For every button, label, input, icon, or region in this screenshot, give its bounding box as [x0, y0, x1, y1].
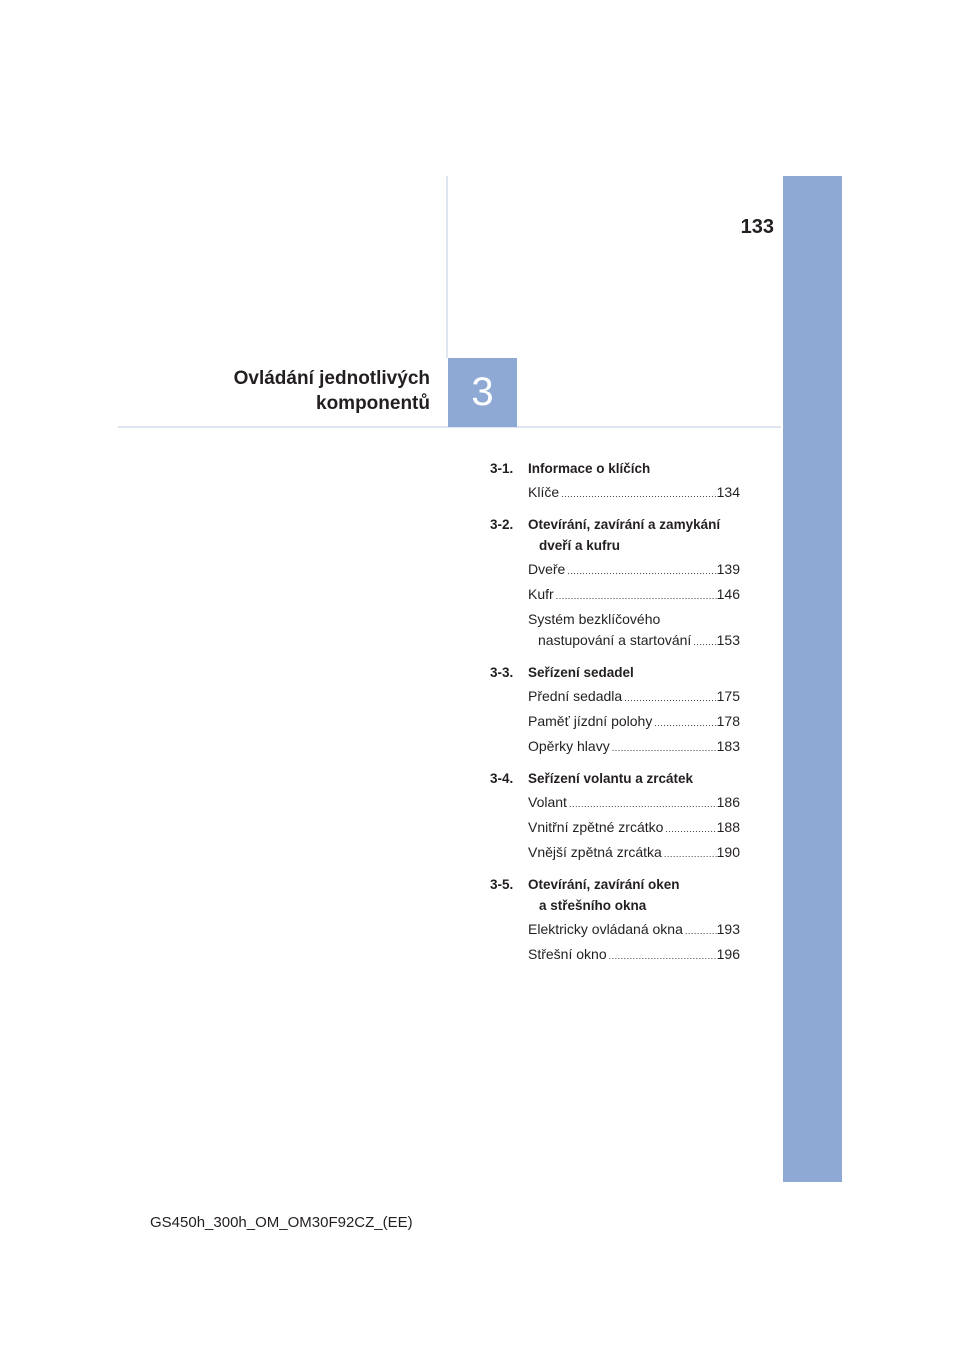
toc-entry[interactable] — [528, 736, 740, 757]
section-title-line1: Otevírání, zavírání oken — [528, 877, 680, 892]
entry-page: 178 — [716, 713, 740, 729]
entry-page: 193 — [716, 921, 740, 937]
entry-label: Dveře — [528, 561, 566, 577]
entry-label: Vnější zpětná zrcátka — [528, 844, 662, 860]
section-heading — [490, 874, 740, 916]
page-number: 133 — [740, 216, 774, 238]
toc-entry[interactable] — [528, 842, 740, 863]
entry-page: 196 — [716, 946, 740, 962]
section-heading — [490, 458, 740, 479]
toc-entry[interactable] — [528, 817, 740, 838]
toc-section-3-3 — [490, 662, 740, 757]
entry-label-line1: Systém bezklíčového — [528, 611, 661, 627]
table-of-contents — [490, 458, 740, 976]
section-heading — [490, 768, 740, 789]
dot-leader — [691, 634, 716, 651]
section-number: 3-5. — [490, 877, 514, 892]
section-title — [528, 514, 740, 556]
entry-label: Volant — [528, 794, 567, 810]
dot-leader — [567, 796, 717, 813]
toc-entry[interactable] — [528, 559, 740, 580]
section-number: 3-1. — [490, 461, 514, 476]
entry-page: 175 — [716, 688, 740, 704]
dot-leader — [622, 690, 716, 707]
entry-label: Opěrky hlavy — [528, 738, 610, 754]
toc-entry[interactable] — [528, 944, 740, 965]
entry-label: Vnitřní zpětné zrcátko — [528, 819, 664, 835]
section-title — [528, 874, 740, 916]
entry-label: Elektricky ovládaná okna — [528, 921, 683, 937]
chapter-side-tab — [783, 176, 842, 1182]
entry-label-line2: nastupování a startování — [538, 632, 692, 648]
section-heading — [490, 662, 740, 683]
section-number: 3-4. — [490, 771, 514, 786]
entry-label: Klíče — [528, 484, 560, 500]
section-title-line2: a střešního okna — [539, 898, 647, 913]
toc-entry[interactable] — [528, 711, 740, 732]
toc-entry[interactable] — [528, 482, 740, 503]
entry-page: 183 — [716, 738, 740, 754]
chapter-title — [180, 366, 430, 416]
section-title-line1: Otevírání, zavírání a zamykání — [528, 517, 721, 532]
entry-page: 146 — [716, 586, 740, 602]
chapter-number-box: 3 — [448, 358, 517, 427]
toc-section-3-4 — [490, 768, 740, 863]
dot-leader — [663, 821, 716, 838]
section-title: Seřízení sedadel — [528, 665, 634, 680]
entry-page: 190 — [716, 844, 740, 860]
toc-section-3-5 — [490, 874, 740, 965]
entry-page: 188 — [716, 819, 740, 835]
vertical-rule — [446, 176, 448, 358]
dot-leader — [607, 948, 717, 965]
entry-page: 134 — [716, 484, 740, 500]
chapter-title-line1: Ovládání jednotlivých — [233, 368, 430, 389]
toc-entry[interactable] — [528, 792, 740, 813]
toc-entry[interactable] — [528, 686, 740, 707]
entry-label: Kufr — [528, 586, 554, 602]
entry-label: Paměť jízdní polohy — [528, 713, 653, 729]
toc-entry[interactable] — [528, 609, 740, 651]
toc-entry[interactable] — [528, 919, 740, 940]
entry-label: Střešní okno — [528, 946, 607, 962]
dot-leader — [554, 588, 717, 605]
entry-page: 153 — [716, 632, 740, 648]
dot-leader — [652, 715, 716, 732]
dot-leader — [683, 923, 717, 940]
entry-label: Přední sedadla — [528, 688, 623, 704]
section-title-line2: dveří a kufru — [539, 538, 621, 553]
dot-leader — [559, 486, 717, 503]
entry-page: 139 — [716, 561, 740, 577]
section-heading — [490, 514, 740, 556]
chapter-title-line2: komponentů — [316, 393, 430, 414]
dot-leader — [662, 846, 717, 863]
document-code-footer: GS450h_300h_OM_OM30F92CZ_(EE) — [150, 1214, 413, 1231]
dot-leader — [565, 563, 716, 580]
section-title: Informace o klíčích — [528, 461, 651, 476]
entry-page: 186 — [716, 794, 740, 810]
toc-section-3-2 — [490, 514, 740, 651]
dot-leader — [610, 740, 717, 757]
section-number: 3-2. — [490, 517, 514, 532]
section-number: 3-3. — [490, 665, 514, 680]
section-title: Seřízení volantu a zrcátek — [528, 771, 694, 786]
toc-section-3-1 — [490, 458, 740, 503]
toc-entry[interactable] — [528, 584, 740, 605]
